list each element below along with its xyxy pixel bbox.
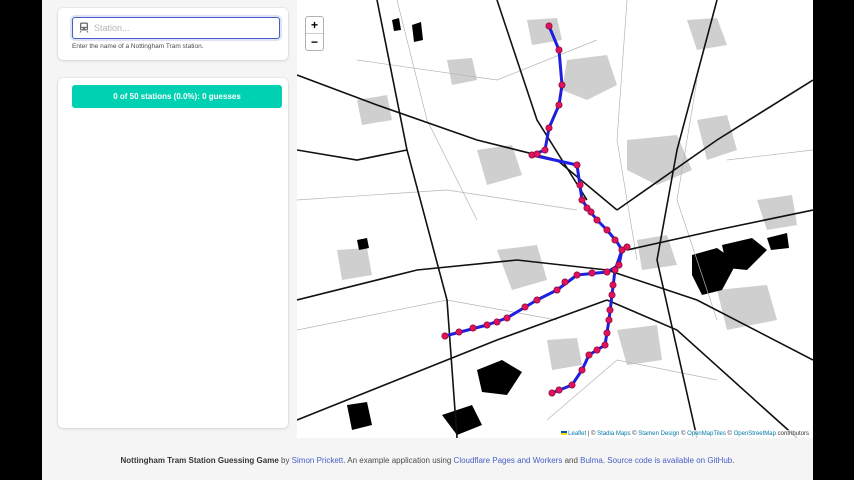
tram-station-marker[interactable] bbox=[577, 182, 583, 188]
tram-station-marker[interactable] bbox=[612, 237, 618, 243]
attribution-separator: © bbox=[725, 431, 734, 437]
tram-station-marker[interactable] bbox=[569, 382, 575, 388]
tram-station-marker[interactable] bbox=[604, 330, 610, 336]
tram-station-marker[interactable] bbox=[534, 297, 540, 303]
tram-station-marker[interactable] bbox=[556, 387, 562, 393]
tram-station-marker[interactable] bbox=[494, 319, 500, 325]
tram-station-marker[interactable] bbox=[546, 125, 552, 131]
tram-station-marker[interactable] bbox=[546, 23, 552, 29]
footer-text: and bbox=[562, 456, 581, 465]
map-attribution bbox=[557, 430, 813, 438]
tram-icon bbox=[79, 22, 89, 33]
zoom-control bbox=[305, 16, 324, 51]
search-field[interactable] bbox=[72, 17, 280, 39]
major-roads bbox=[297, 0, 813, 438]
tram-station-marker[interactable] bbox=[534, 151, 540, 157]
tram-station-marker[interactable] bbox=[588, 209, 594, 215]
tram-station-marker[interactable] bbox=[549, 390, 555, 396]
footer-text: . bbox=[602, 456, 608, 465]
tram-station-marker[interactable] bbox=[442, 333, 448, 339]
tram-station-marker[interactable] bbox=[589, 270, 595, 276]
leaflet-link[interactable]: Leaflet bbox=[568, 431, 587, 437]
tram-station-marker[interactable] bbox=[594, 347, 600, 353]
station-input[interactable] bbox=[94, 20, 274, 35]
tram-station-marker[interactable] bbox=[559, 82, 565, 88]
tram-station-marker[interactable] bbox=[542, 147, 548, 153]
tram-station-marker[interactable] bbox=[594, 217, 600, 223]
ukraine-flag-icon bbox=[561, 431, 567, 435]
tram-station-marker[interactable] bbox=[484, 322, 490, 328]
tram-station-marker[interactable] bbox=[504, 315, 510, 321]
openstreetmap-link[interactable]: OpenStreetMap bbox=[733, 431, 776, 437]
tram-station-marker[interactable] bbox=[456, 329, 462, 335]
footer-text: . An example application using bbox=[343, 456, 454, 465]
tram-station-marker[interactable] bbox=[586, 352, 592, 358]
page bbox=[42, 0, 813, 480]
tram-station-marker[interactable] bbox=[610, 282, 616, 288]
progress-status: 0 of 50 stations (0.0%): 0 guesses bbox=[72, 85, 282, 108]
attribution-suffix: contributors bbox=[775, 431, 809, 437]
help-text: Enter the name of a Nottingham Tram station. bbox=[72, 43, 204, 50]
footer-text: . bbox=[732, 456, 735, 465]
tram-station-marker[interactable] bbox=[574, 162, 580, 168]
github-link[interactable]: Source code is available on GitHub bbox=[607, 456, 733, 465]
tram-station-marker[interactable] bbox=[522, 304, 528, 310]
urban-areas bbox=[337, 18, 797, 370]
tram-station-marker[interactable] bbox=[556, 47, 562, 53]
tram-station-marker[interactable] bbox=[554, 287, 560, 293]
footer-text: by bbox=[278, 456, 292, 465]
tram-station-marker[interactable] bbox=[604, 227, 610, 233]
tram-station-marker[interactable] bbox=[562, 279, 568, 285]
zoom-in-button[interactable]: + bbox=[310, 18, 318, 32]
bulma-link[interactable]: Bulma bbox=[580, 456, 603, 465]
tram-station-marker[interactable] bbox=[579, 367, 585, 373]
tram-station-marker[interactable] bbox=[624, 244, 630, 250]
tram-station-marker[interactable] bbox=[556, 102, 562, 108]
cloudflare-link[interactable]: Cloudflare Pages and Workers bbox=[453, 456, 563, 465]
tram-station-marker[interactable] bbox=[606, 317, 612, 323]
attribution-separator: © bbox=[630, 431, 639, 437]
attribution-separator: | © bbox=[586, 431, 598, 437]
map-tiles bbox=[297, 0, 813, 438]
attribution-separator: © bbox=[679, 431, 688, 437]
tram-station-marker[interactable] bbox=[579, 197, 585, 203]
author-link[interactable]: Simon Prickett bbox=[291, 456, 344, 465]
footer bbox=[42, 456, 813, 465]
tram-station-marker[interactable] bbox=[609, 292, 615, 298]
tram-station-marker[interactable] bbox=[612, 267, 618, 273]
tram-station-marker[interactable] bbox=[574, 272, 580, 278]
tram-station-marker[interactable] bbox=[470, 325, 476, 331]
footer-title: Nottingham Tram Station Guessing Game bbox=[120, 456, 279, 465]
stamen-link[interactable]: Stamen Design bbox=[638, 431, 680, 437]
stadia-link[interactable]: Stadia Maps bbox=[597, 431, 631, 437]
results-panel bbox=[58, 78, 288, 428]
tram-station-marker[interactable] bbox=[604, 269, 610, 275]
search-panel bbox=[58, 8, 288, 60]
map[interactable] bbox=[297, 0, 813, 438]
openmaptiles-link[interactable]: OpenMapTiles bbox=[687, 431, 726, 437]
zoom-out-button[interactable]: − bbox=[306, 33, 323, 50]
tram-station-marker[interactable] bbox=[607, 307, 613, 313]
tram-station-marker[interactable] bbox=[602, 342, 608, 348]
